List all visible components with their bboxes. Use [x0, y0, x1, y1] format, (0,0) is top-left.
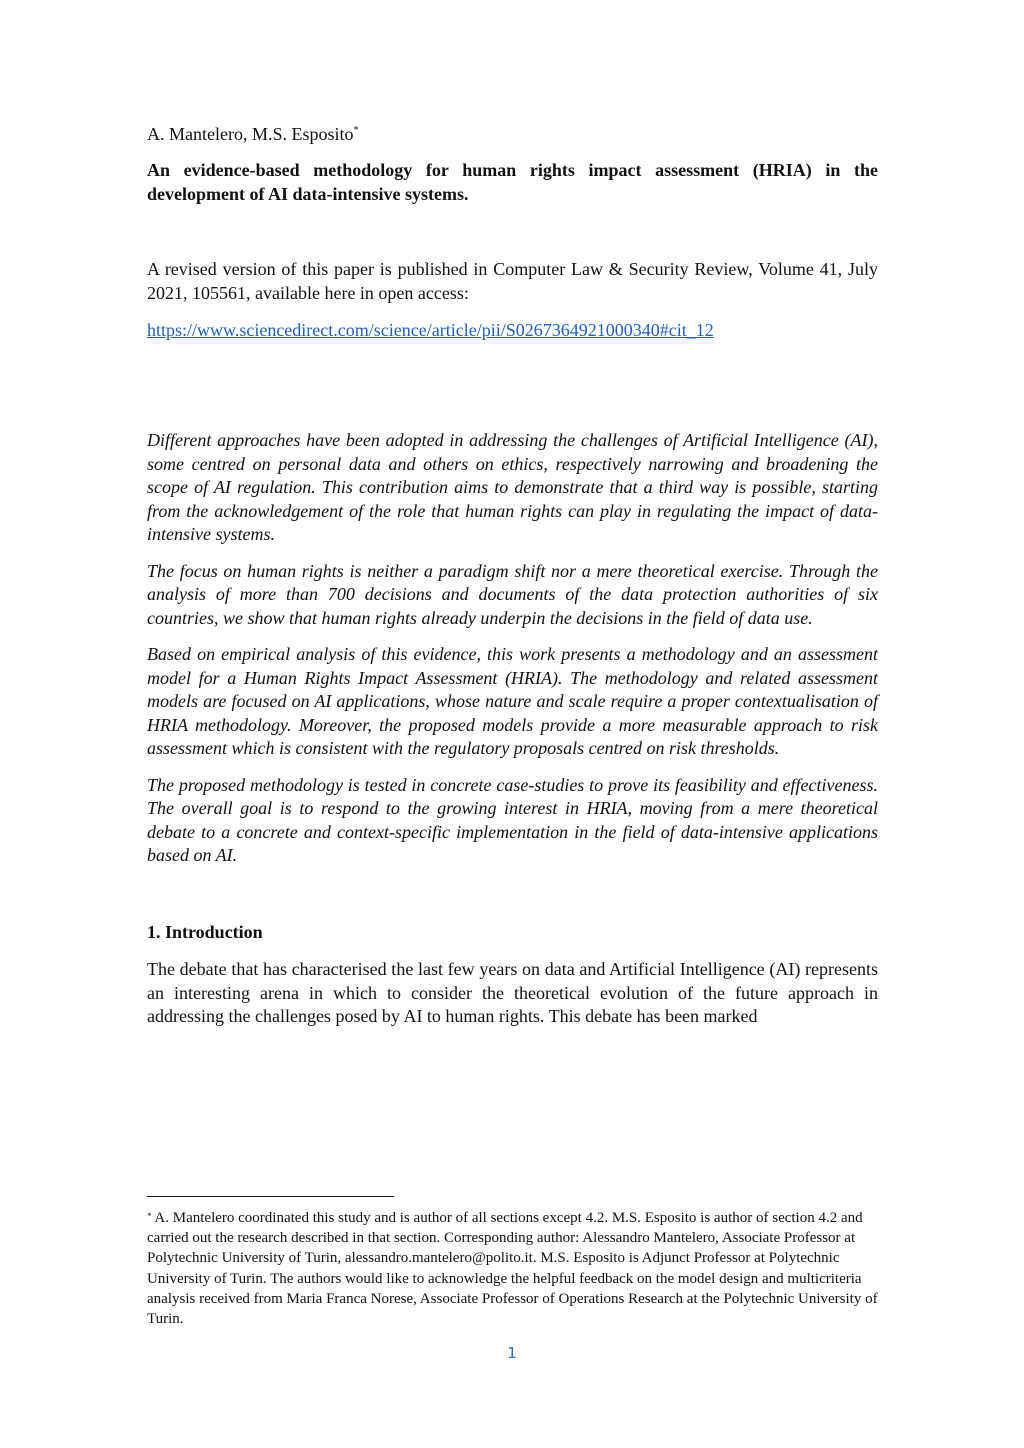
abstract [147, 429, 878, 881]
page-number: 1 [507, 1344, 517, 1362]
abstract-paragraph: The proposed methodology is tested in concrete case-studies to prove its feasibility and effectiveness. The overall goal is to respond to the growing interest in HRIA, moving from a mere theoretical debate to a concrete and context-specific implementation in the field of data-intensive applications based on AI. [147, 774, 878, 865]
abstract-paragraph: Based on empirical analysis of this evidence, this work presents a methodology and an assessment model for a Human Rights Impact Assessment (HRIA). The methodology and related assessment models are focused on AI applications, whose nature and scale require a proper contextualisation of HRIA methodology. Moreover, the proposed models provide a more measurable approach to risk assessment which is consistent with the regulatory proposals centred on risk thresholds. [147, 644, 878, 758]
abstract-paragraph: The focus on human rights is neither a paradigm shift nor a mere theoretical exercise. Through the analysis of more than 700 decisions and documents of the data protection authorities of six countries, we show that human rights already underpin the decisions in the field of data use. [147, 560, 878, 628]
intro-paragraph: The debate that has characterised the last few years on data and Artificial Intelligence (AI) represents an interesting arena in which to consider the theoretical evolution of the future approach in addressing the challenges posed by AI to human rights. This debate has been marked [147, 959, 878, 1026]
footnote [147, 1208, 878, 1329]
publication-link[interactable]: https://www.sciencedirect.com/science/article/pii/S0267364921000340#cit_12 [147, 320, 714, 340]
author-line [147, 122, 878, 146]
authors-text: A. Mantelero, M.S. Esposito [147, 124, 354, 144]
paper-title: An evidence-based methodology for human rights impact assessment (HRIA) in the development of AI data-intensive systems. [147, 160, 878, 204]
abstract-paragraph: Different approaches have been adopted in addressing the challenges of Artificial Intelligence (AI), some centred on personal data and others on ethics, respectively narrowing and broadening the scope of AI regulation. This contribution aims to demonstrate that a third way is possible, starting from the acknowledgement of the role that human rights can play in regulating the impact of data-intensive systems. [147, 430, 878, 544]
footnote-marker: * [147, 1211, 152, 1221]
publication-note: A revised version of this paper is published in Computer Law & Security Review, Volume 41, July 2021, 105561, available here in open access: [147, 259, 878, 303]
section-heading: 1. Introduction [147, 922, 263, 942]
publication-link-line [147, 319, 878, 343]
author-footnote-marker[interactable]: * [353, 125, 359, 136]
footnote-divider [147, 1196, 394, 1197]
footnote-text: A. Mantelero coordinated this study and is author of all sections except 4.2. M.S. Esposito is author of section 4.2 and carried out the research described in that section. Corresponding author: Alessandro Mantelero, Associate Professor at Polytechnic University of Turin, alessandro.mantelero@polito.it. M.S. Esposito is Adjunct Professor at Polytechnic University of Turin. The authors would like to acknowledge the helpful feedback on the model design and multicriteria analysis received from Maria Franca Norese, Associate Professor of Operations Research at the Polytechnic University of Turin. [147, 1210, 878, 1328]
